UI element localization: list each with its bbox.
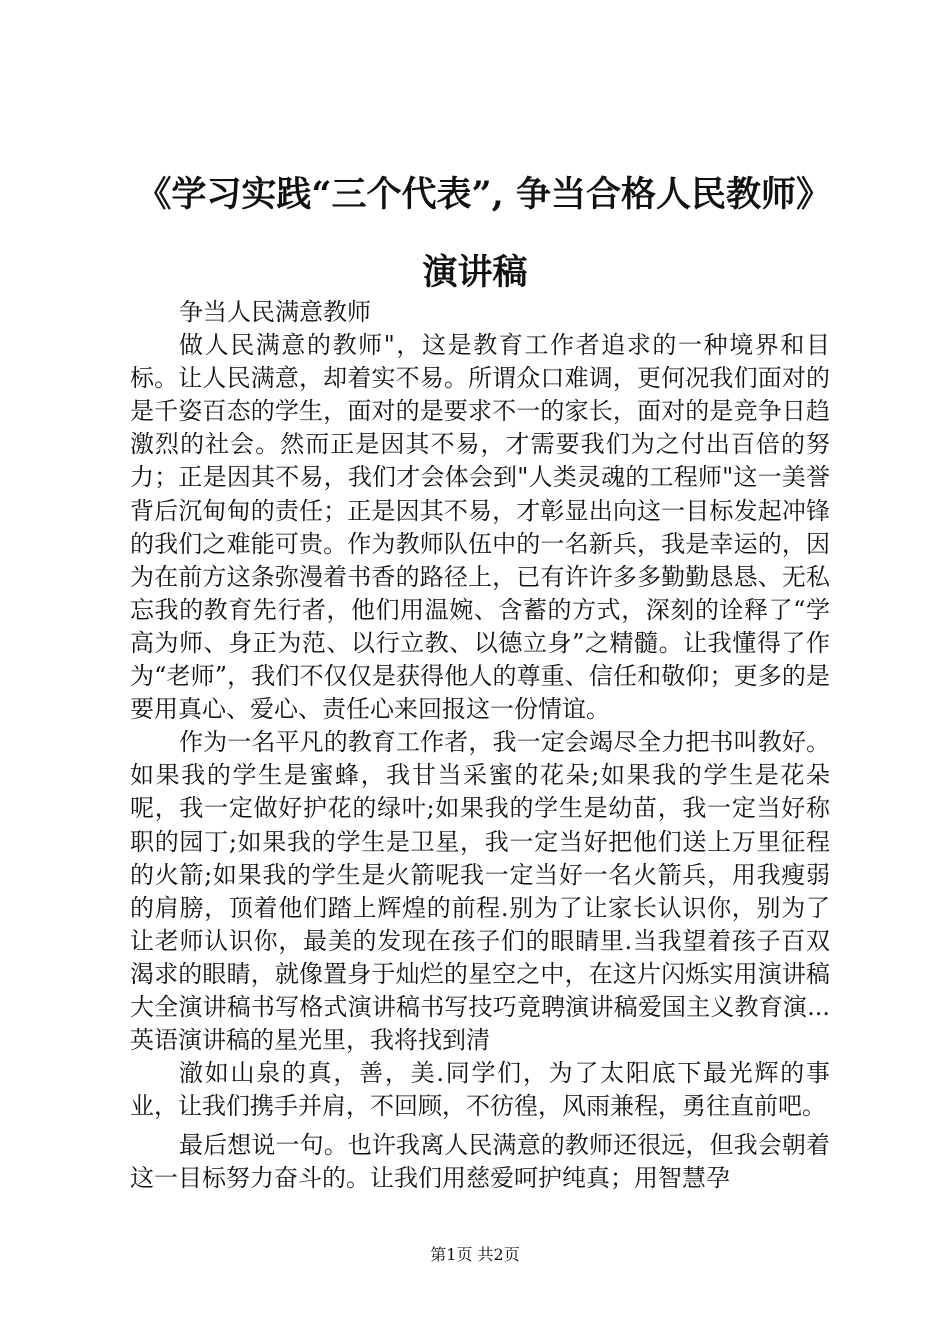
body-paragraph-1: 做人民满意的教师"，这是教育工作者追求的一种境界和目标。让人民满意，却着实不易。所谓众口难调，更何况我们面对的是千姿百态的学生，面对的是要求不一的家长，面对的是竞争日趋激烈的社会。然而正是因其不易，才需要我们为之付出百倍的努力；正是因其不易，我们才会体会到"人类灵魂的工程师"这一美誉背后沉甸甸的责任；正是因其不易，才彰显出向这一目标发起冲锋的我们之难能可贵。作为教师队伍中的一名新兵，我是幸运的，因为在前方这条弥漫着书香的路径上，已有许许多多勤勤恳恳、无私忘我的教育先行者，他们用温婉、含蓄的方式，深刻的诠释了“学高为师、身正为范、以行立教、以德立身”之精髓。让我懂得了作为“老师”，我们不仅仅是获得他人的尊重、信任和敬仰；更多的是要用真心、爱心、责任心来回报这一份情谊。 [130, 331, 830, 724]
body-paragraph-subtitle: 争当人民满意教师 [179, 298, 371, 326]
body-paragraph-2: 作为一名平凡的教育工作者，我一定会竭尽全力把书叫教好。如果我的学生是蜜蜂，我甘当采蜜的花朵;如果我的学生是花朵呢，我一定做好护花的绿叶;如果我的学生是幼苗，我一定当好称职的园丁;如果我的学生是卫星，我一定当好把他们送上万里征程的火箭;如果我的学生是火箭呢我一定当好一名火箭兵，用我瘦弱的肩膀，顶着他们踏上辉煌的前程.别为了让家长认识你，别为了让老师认识你，最美的发现在孩子们的眼睛里.当我望着孩子百双渴求的眼睛，就像置身于灿烂的星空之中，在这片闪烁实用演讲稿大全演讲稿书写格式演讲稿书写技巧竟聘演讲稿爱国主义教育演...英语演讲稿的星光里，我将找到清 [130, 728, 830, 1055]
body-paragraph-4: 最后想说一句。也许我离人民满意的教师还很远，但我会朝着这一目标努力奋斗的。让我们用慈爱呵护纯真；用智慧孕 [130, 1131, 830, 1193]
page-footer: 第1页 共2页 [430, 1245, 520, 1264]
document-body [130, 296, 830, 1196]
document-title: 《学习实践“三个代表”, 争当合格人民教师》演讲稿 [136, 174, 814, 293]
body-paragraph-3: 澈如山泉的真，善，美.同学们，为了太阳底下最光辉的事业，让我们携手并肩，不回顾，不彷徨，风雨兼程，勇往直前吧。 [130, 1059, 830, 1121]
